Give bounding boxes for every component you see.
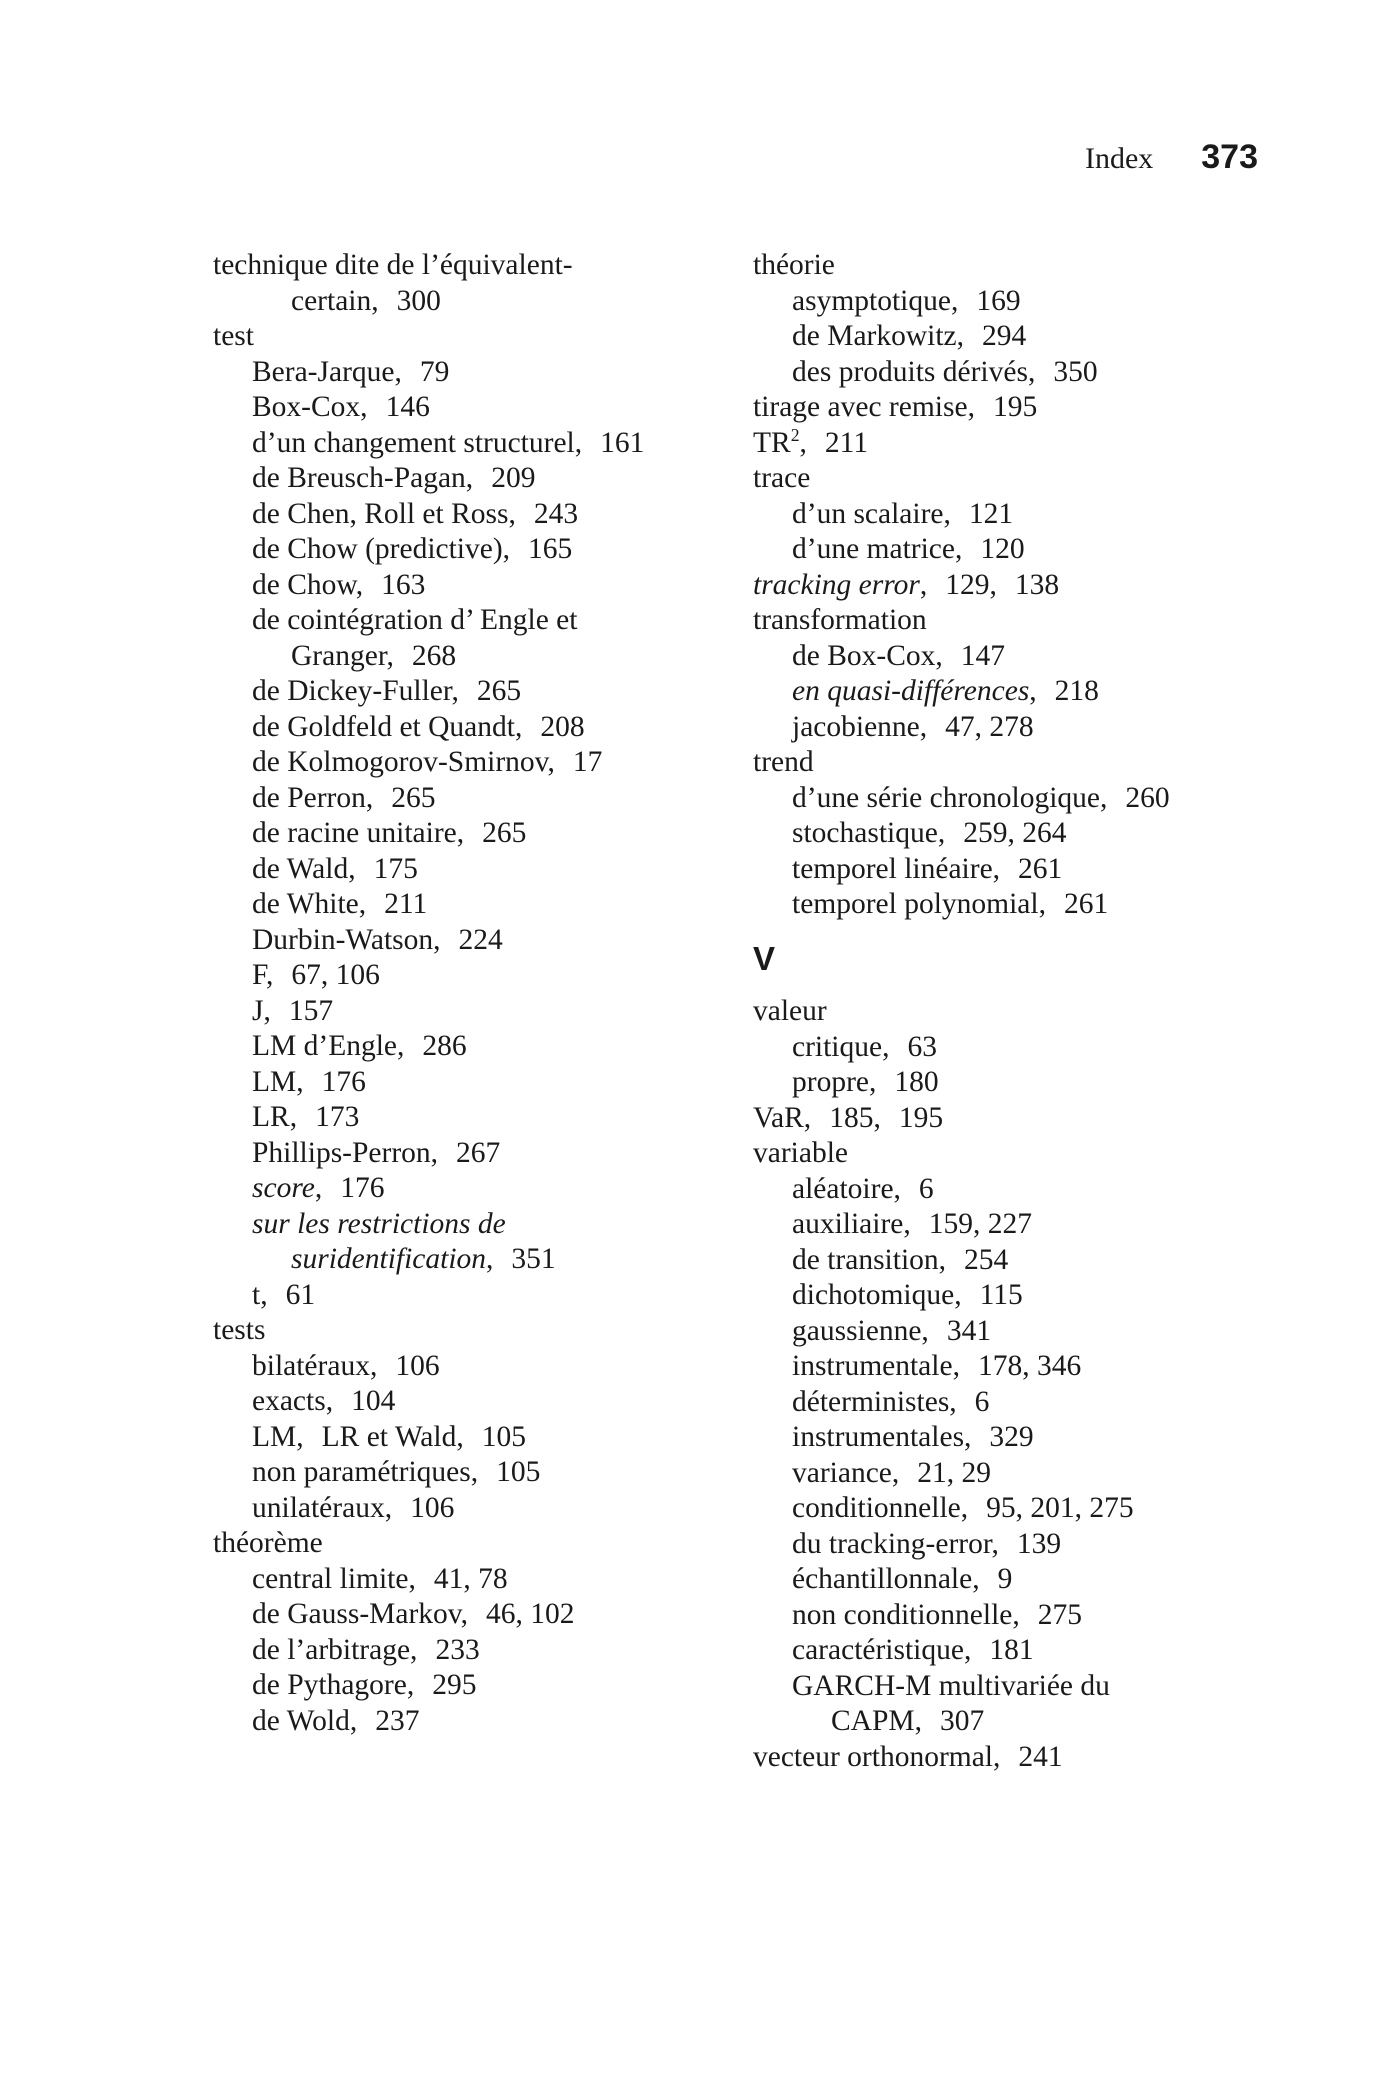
- index-entry: trend: [753, 746, 814, 778]
- index-entry: Box-Cox, 146: [252, 391, 430, 423]
- index-entry: F, 67, 106: [252, 959, 380, 991]
- index-entry: de Wald, 175: [252, 852, 418, 885]
- index-entry: de cointégration d’ Engle et: [252, 604, 578, 636]
- index-entry: de Pythagore, 295: [252, 1669, 477, 1701]
- index-entry: variable: [753, 1137, 848, 1169]
- index-entry: théorie: [753, 249, 835, 281]
- index-entry: de Breusch-Pagan, 209: [252, 462, 536, 494]
- index-entry: temporel polynomial, 261: [792, 888, 1109, 920]
- index-entry: de Chow (predictive), 165: [252, 533, 573, 565]
- index-entry: de Chow, 163: [252, 568, 426, 601]
- index-entry: vecteur orthonormal, 241: [753, 1740, 1063, 1773]
- section-letter: V: [753, 939, 776, 977]
- index-entry: d’une série chronologique, 260: [792, 781, 1170, 814]
- index-entry: échantillonnale, 9: [792, 1563, 1013, 1595]
- index-entry: d’un changement structurel, 161: [252, 426, 645, 459]
- index-entry: suridentification, 351: [291, 1243, 556, 1275]
- index-entry: d’un scalaire, 121: [792, 497, 1014, 530]
- index-entry: critique, 63: [792, 1030, 937, 1063]
- index-entry: tracking error, 129, 138: [753, 568, 1060, 601]
- index-entry: variance, 21, 29: [792, 1456, 992, 1489]
- index-entry: des produits dérivés, 350: [792, 355, 1098, 388]
- index-entry: sur les restrictions de: [252, 1207, 506, 1240]
- index-entry: trace: [753, 462, 811, 494]
- index-entry: GARCH-M multivariée du: [792, 1669, 1110, 1702]
- index-entry: J, 157: [252, 994, 334, 1027]
- index-entry: conditionnelle, 95, 201, 275: [792, 1492, 1134, 1524]
- index-entry: t, 61: [252, 1278, 316, 1311]
- index-entry: unilatéraux, 106: [252, 1491, 455, 1524]
- index-entry: de l’arbitrage, 233: [252, 1633, 480, 1666]
- index-entry: de transition, 254: [792, 1243, 1009, 1276]
- index-entry: test: [213, 320, 254, 352]
- index-entry: propre, 180: [792, 1066, 939, 1098]
- index-entry: non conditionnelle, 275: [792, 1598, 1083, 1631]
- index-entry: technique dite de l’équivalent-: [213, 249, 573, 281]
- index-entry: tests: [213, 1314, 266, 1346]
- index-entry: tirage avec remise, 195: [753, 391, 1038, 423]
- index-entry: de Chen, Roll et Ross, 243: [252, 497, 579, 530]
- index-entry: de Box-Cox, 147: [792, 639, 1006, 672]
- index-entry: LM, 176: [252, 1065, 366, 1098]
- index-entry: dichotomique, 115: [792, 1279, 1023, 1311]
- index-entry: valeur: [753, 995, 827, 1027]
- index-entry: de Goldfeld et Quandt, 208: [252, 710, 585, 743]
- index-entry: LM d’Engle, 286: [252, 1030, 467, 1062]
- index-entry: de Dickey-Fuller, 265: [252, 675, 522, 707]
- index-entry: Phillips-Perron, 267: [252, 1136, 501, 1169]
- page-header: [1085, 138, 1258, 177]
- index-entry: stochastique, 259, 264: [792, 817, 1067, 849]
- index-entry: de Gauss-Markov, 46, 102: [252, 1598, 575, 1630]
- index-entry: Bera-Jarque, 79: [252, 355, 450, 388]
- index-entry: instrumentale, 178, 346: [792, 1350, 1082, 1382]
- index-entry: certain, 300: [291, 284, 441, 317]
- index-entry: caractéristique, 181: [792, 1634, 1034, 1666]
- index-entry: en quasi-différences, 218: [792, 675, 1099, 707]
- index-entry: de White, 211: [252, 888, 428, 920]
- index-entry: exacts, 104: [252, 1385, 396, 1417]
- index-entry: temporel linéaire, 261: [792, 852, 1063, 885]
- index-entry: bilatéraux, 106: [252, 1349, 440, 1382]
- index-entry: asymptotique, 169: [792, 284, 1021, 317]
- index-entry: transformation: [753, 604, 927, 636]
- running-title: Index: [1084, 142, 1154, 175]
- index-entry: score, 176: [252, 1172, 385, 1204]
- index-entry: VaR, 185, 195: [753, 1101, 944, 1134]
- index-entry: LM, LR et Wald, 105: [252, 1420, 526, 1453]
- index-entry: du tracking-error, 139: [792, 1527, 1062, 1560]
- index-entry: jacobienne, 47, 278: [792, 710, 1034, 743]
- index-entry: de Perron, 265: [252, 781, 436, 814]
- index-entry: LR, 173: [252, 1101, 360, 1133]
- index-entry: de Kolmogorov-Smirnov, 17: [252, 746, 603, 778]
- index-column-right: [753, 248, 1273, 1775]
- index-entry: auxiliaire, 159, 227: [792, 1208, 1033, 1240]
- index-entry: de Markowitz, 294: [792, 320, 1027, 352]
- index-entry: de Wold, 237: [252, 1704, 420, 1737]
- page-number: 373: [1201, 138, 1258, 176]
- index-entry: de racine unitaire, 265: [252, 817, 527, 849]
- index-entry: aléatoire, 6: [792, 1172, 934, 1205]
- index-entry: instrumentales, 329: [792, 1421, 1034, 1453]
- index-entry: Granger, 268: [291, 639, 457, 672]
- index-entry: CAPM, 307: [831, 1705, 985, 1737]
- index-entry: Durbin-Watson, 224: [252, 923, 503, 956]
- index-entry: théorème: [213, 1527, 323, 1559]
- index-entry: non paramétriques, 105: [252, 1456, 541, 1488]
- index-entry: gaussienne, 341: [792, 1314, 992, 1347]
- index-entry: d’une matrice, 120: [792, 533, 1025, 565]
- index-entry: central limite, 41, 78: [252, 1562, 508, 1595]
- index-entry: déterministes, 6: [792, 1385, 990, 1418]
- index-entry: $TR^2$, 211: [753, 424, 869, 459]
- index-column-left: [213, 248, 733, 1739]
